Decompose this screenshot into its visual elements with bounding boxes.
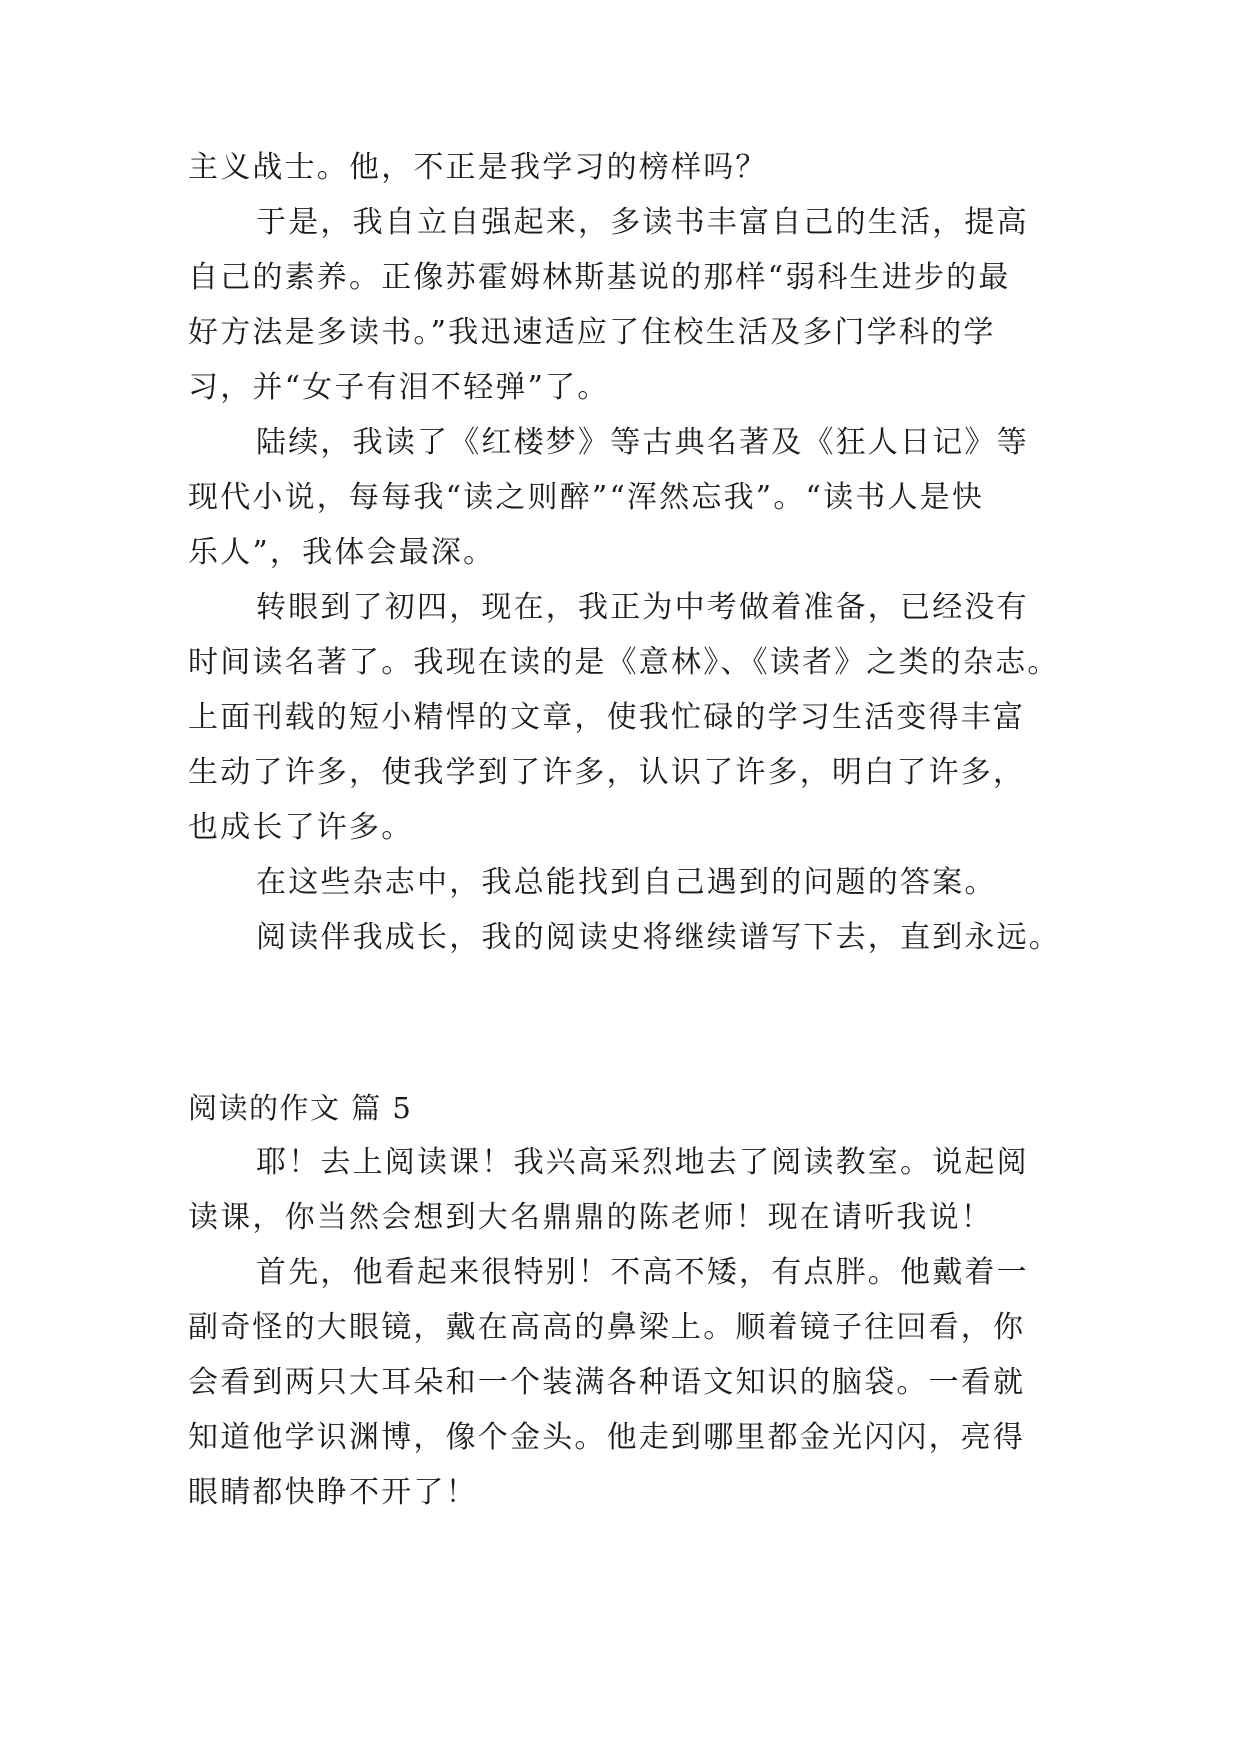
text-line: 乐人”，我体会最深。 [188, 535, 496, 570]
text-line: 自己的素养。正像苏霍姆林斯基说的那样“弱科生进步的最 [188, 260, 1011, 295]
text-line: 现代小说，每每我“读之则醉”“浑然忘我”。“读书人是快 [188, 480, 985, 515]
text-line: 知道他学识渊博，像个金头。他走到哪里都金光闪闪，亮得 [188, 1420, 1026, 1455]
text-line: 也成长了许多。 [188, 810, 414, 845]
text-line: 好方法是多读书。”我迅速适应了住校生活及多门学科的学 [188, 315, 996, 350]
text-line: 主义战士。他，不正是我学习的榜样吗？ [188, 150, 768, 185]
text-line: 生动了许多，使我学到了许多，认识了许多，明白了许多， [188, 755, 1026, 790]
text-line: 转眼到了初四，现在，我正为中考做着准备，已经没有 [256, 590, 1029, 625]
section-heading: 阅读的作文 篇 5 [188, 1091, 413, 1125]
text-line: 阅读伴我成长，我的阅读史将继续谱写下去，直到永远。 [256, 920, 1061, 955]
text-line: 耶！去上阅读课！我兴高采烈地去了阅读教室。说起阅 [256, 1145, 1029, 1180]
text-line: 副奇怪的大眼镜，戴在高高的鼻梁上。顺着镜子往回看，你 [188, 1310, 1026, 1345]
text-line: 上面刊载的短小精悍的文章，使我忙碌的学习生活变得丰富 [188, 700, 1026, 735]
text-line: 读课，你当然会想到大名鼎鼎的陈老师！现在请听我说！ [188, 1200, 993, 1235]
text-line: 眼睛都快睁不开了！ [188, 1475, 478, 1510]
text-line: 时间读名著了。我现在读的是《意林》、《读者》之类的杂志。 [188, 645, 1060, 680]
text-line: 陆续，我读了《红楼梦》等古典名著及《狂人日记》等 [256, 425, 1029, 460]
text-line: 在这些杂志中，我总能找到自己遇到的问题的答案。 [256, 865, 997, 900]
text-line: 习，并“女子有泪不轻弹”了。 [188, 370, 610, 405]
text-line: 首先，他看起来很特别！不高不矮，有点胖。他戴着一 [256, 1255, 1029, 1290]
text-line: 会看到两只大耳朵和一个装满各种语文知识的脑袋。一看就 [188, 1365, 1026, 1400]
text-line: 于是，我自立自强起来，多读书丰富自己的生活，提高 [256, 205, 1029, 240]
